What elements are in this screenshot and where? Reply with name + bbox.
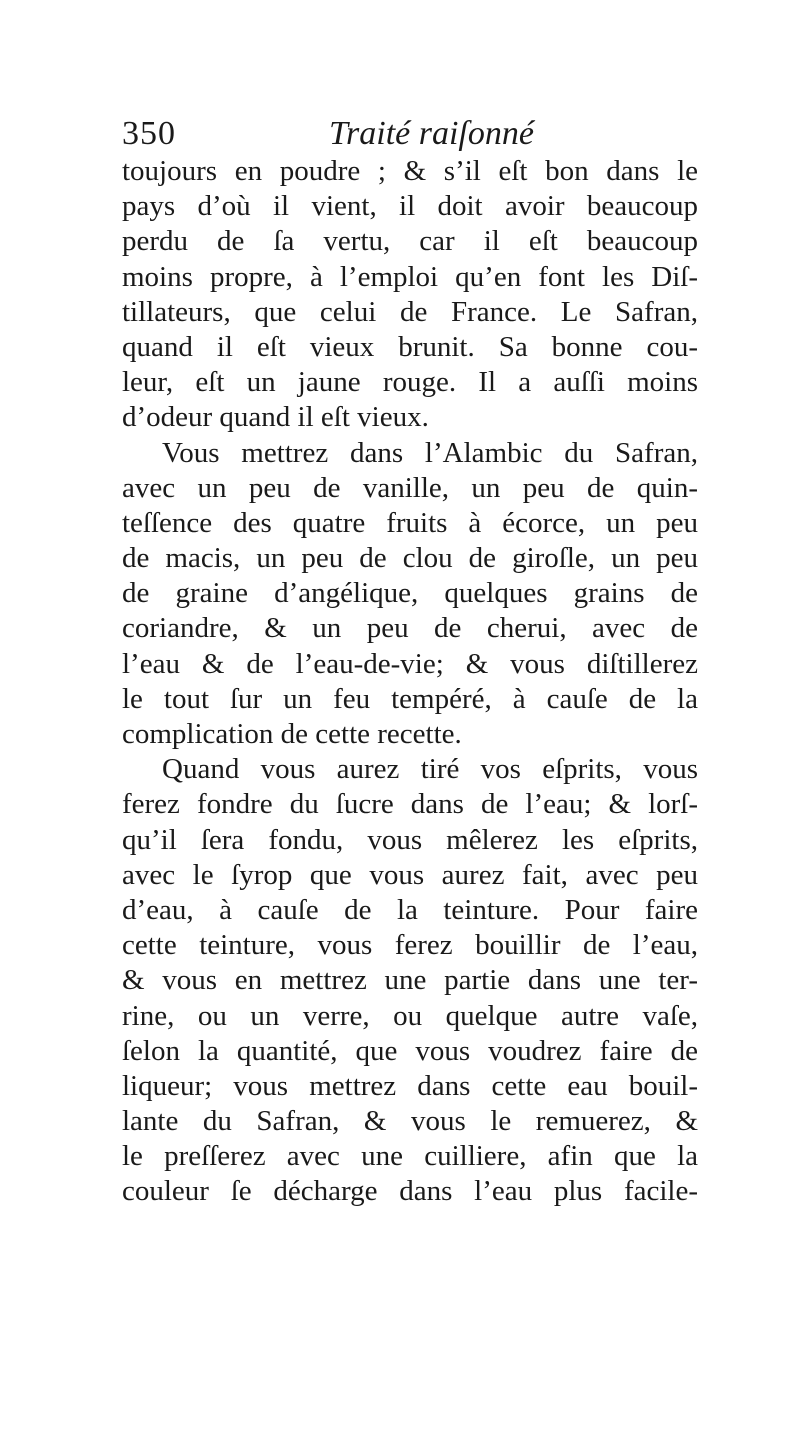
text-line: d’eau, à cauſe de la teinture. Pour faire [122,893,698,926]
text-line: perdu de ſa vertu, car il eſt beaucoup [122,225,698,258]
text-line: l’eau & de l’eau-de-vie; & vous diſtillerez [122,647,698,680]
text-line: coriandre, & un peu de cherui, avec de [122,612,698,645]
text-line: & vous en mettrez une partie dans une ter- [122,964,698,997]
running-title: Traité raiſonné [329,115,534,152]
text-line: complication de cette recette. [122,718,462,750]
text-line: toujours en poudre ; & s’il eſt bon dans le [122,155,698,187]
text-line: d’odeur quand il eſt vieux. [122,401,429,434]
text-line: le tout ſur un feu tempéré, à cauſe de la [122,682,698,715]
text-line: Vous mettrez dans l’Alambic du Safran, [162,436,698,469]
text-line: leur, eſt un jaune rouge. Il a auſſi moins [122,366,698,399]
text-line: qu’il ſera fondu, vous mêlerez les eſprits, [122,823,698,856]
text-line: lante du Safran, & vous le remuerez, & [122,1105,698,1138]
page-header [122,112,702,156]
text-line: avec un peu de vanille, un peu de quin- [122,471,698,504]
text-line: teſſence des quatre fruits à écorce, un peu [122,506,698,539]
page-number: 350 [122,115,176,152]
text-line: cette teinture, vous ferez bouillir de l’eau, [122,929,698,962]
text-line: ſelon la quantité, que vous voudrez faire de [122,1034,698,1067]
text-line: Quand vous aurez tiré vos eſprits, vous [162,753,698,786]
text-line: de graine d’angélique, quelques grains de [122,577,698,610]
text-line: le preſſerez avec une cuilliere, afin que la [122,1140,698,1173]
text-line: liqueur; vous mettrez dans cette eau bouil- [122,1069,698,1102]
text-line: de macis, un peu de clou de giroſle, un peu [122,542,698,575]
text-line: quand il eſt vieux brunit. Sa bonne cou- [122,330,698,363]
text-line: avec le ſyrop que vous aurez fait, avec peu [122,858,698,891]
body-text [122,154,698,1210]
text-line: tillateurs, que celui de France. Le Safran, [122,295,698,328]
text-line: rine, ou un verre, ou quelque autre vaſe, [122,999,698,1032]
text-line: couleur ſe décharge dans l’eau plus facile- [122,1175,698,1208]
text-line: pays d’où il vient, il doit avoir beaucoup [122,190,698,223]
text-line: moins propre, à l’emploi qu’en font les Diſ- [122,260,698,293]
text-line: ferez fondre du ſucre dans de l’eau; & lorſ- [122,788,698,821]
